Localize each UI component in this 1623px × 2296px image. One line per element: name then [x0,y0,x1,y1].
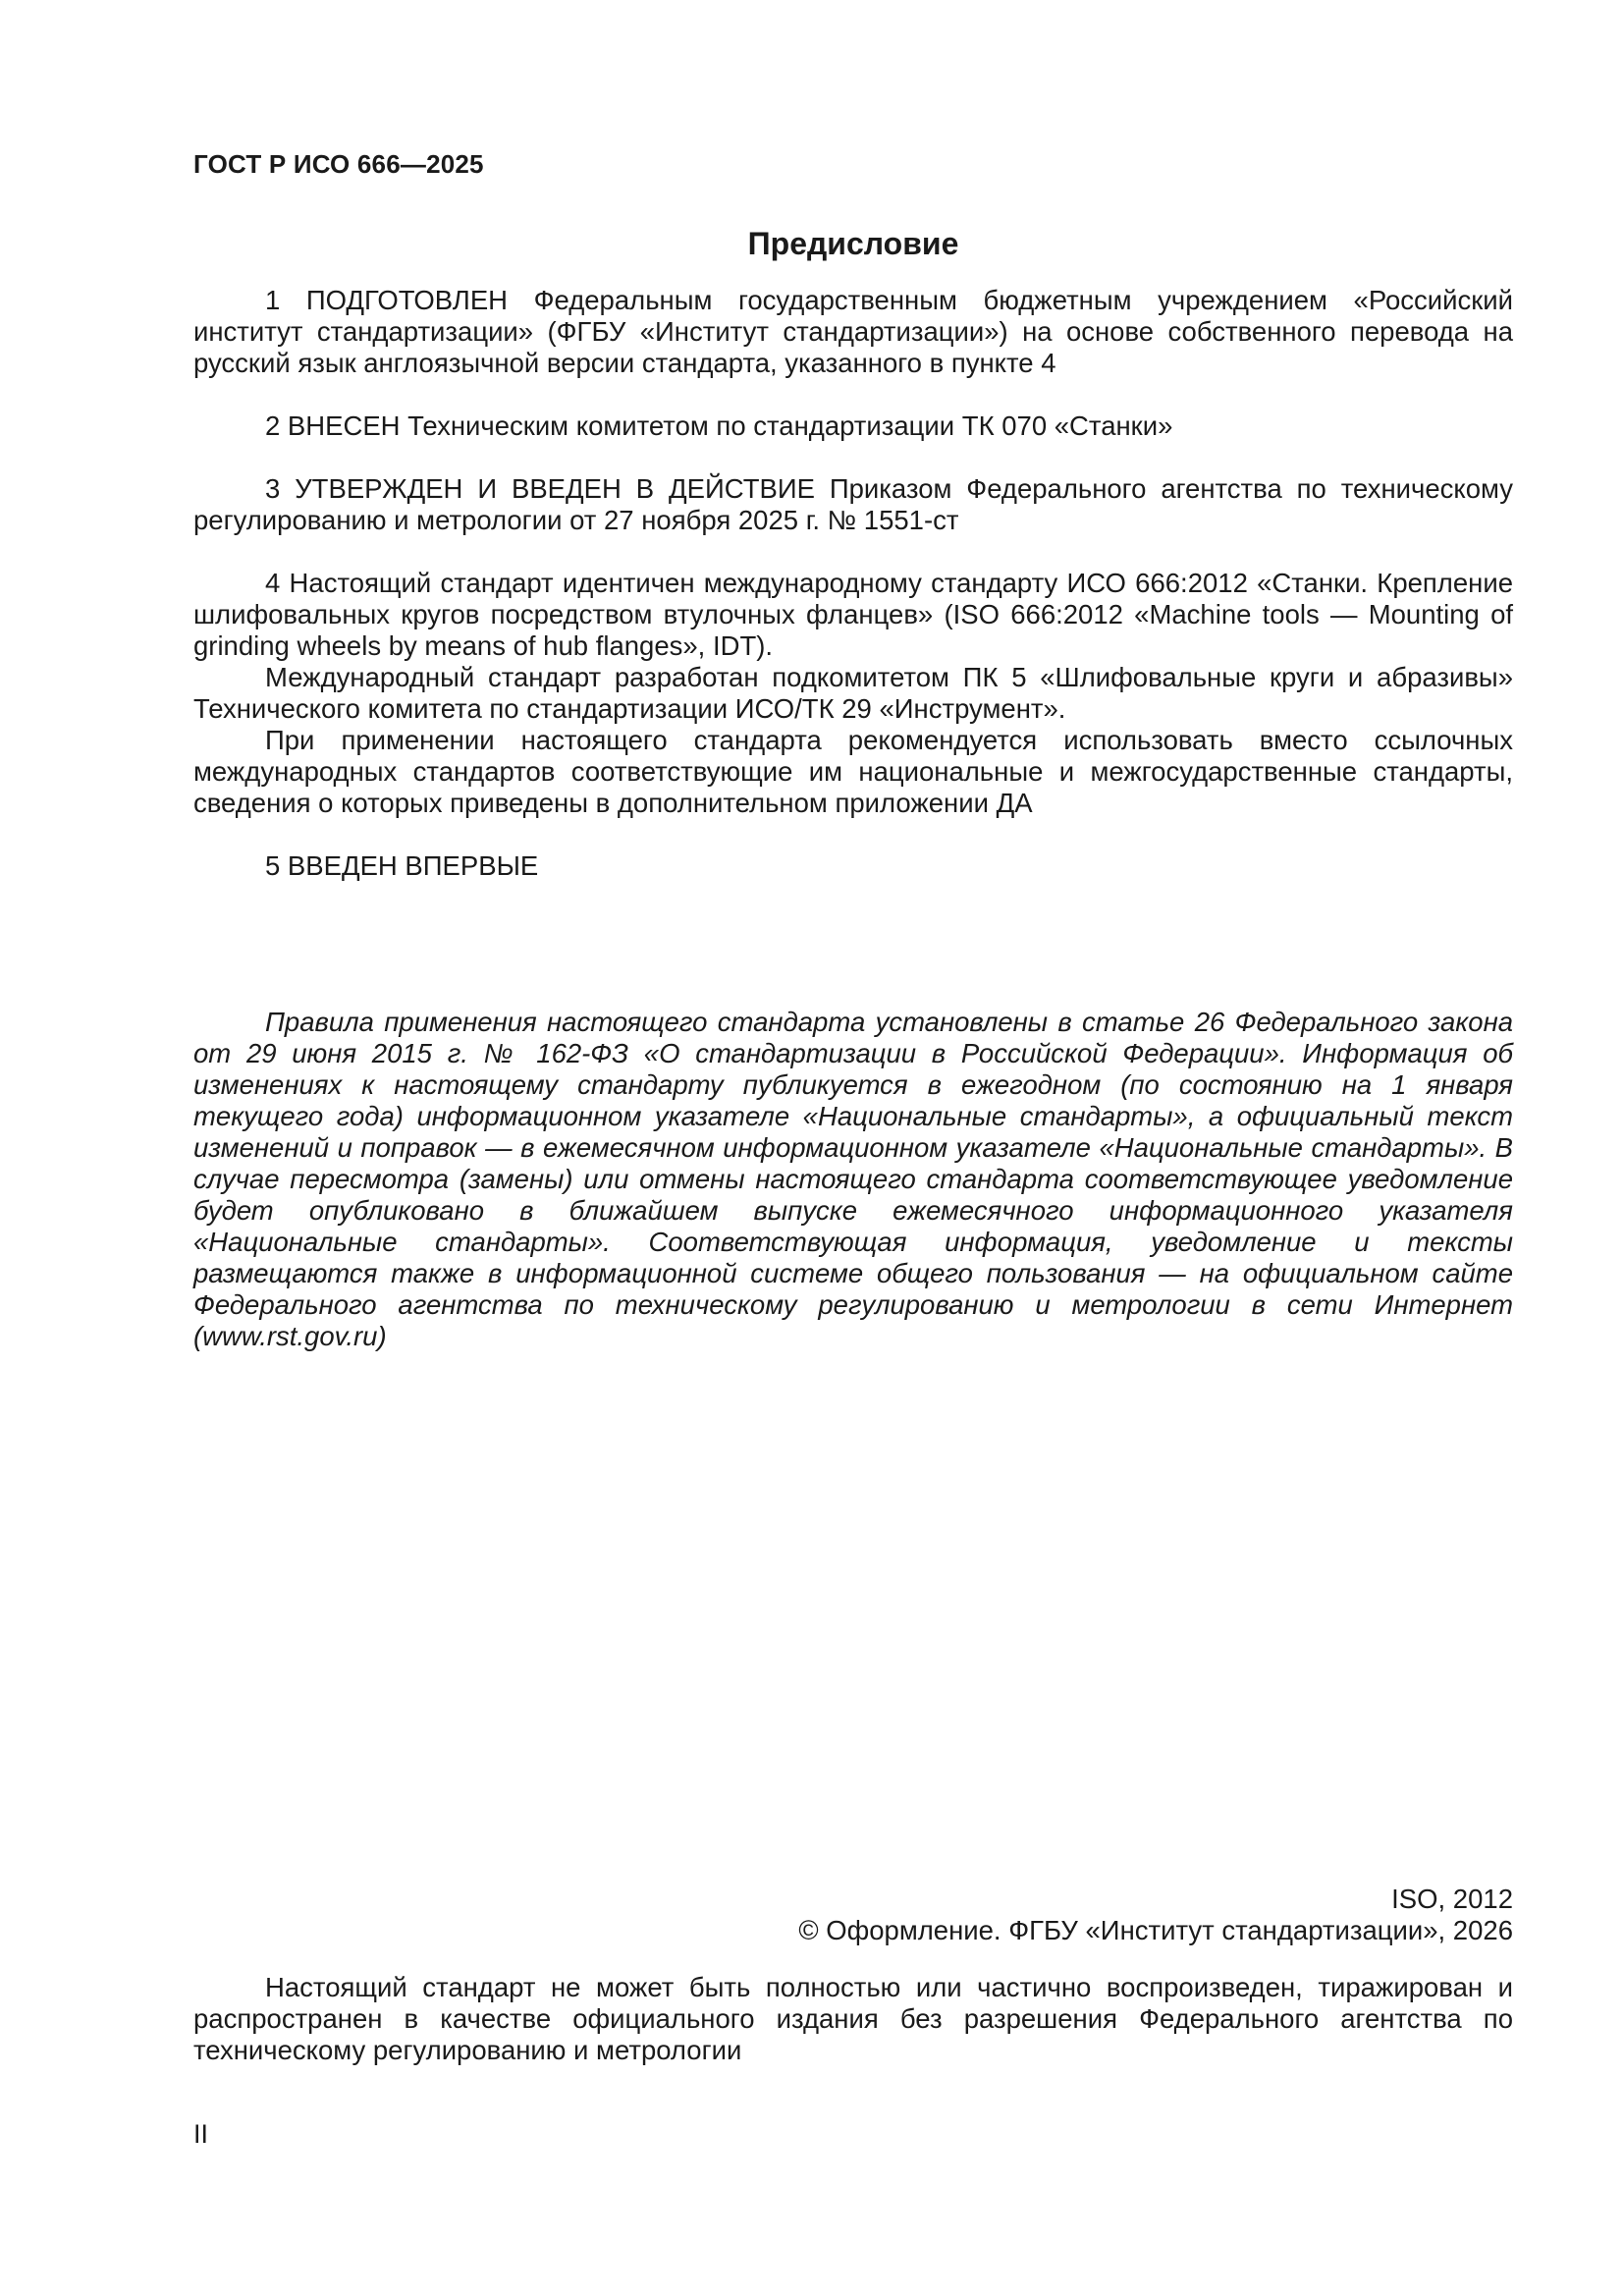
foreword-item-2: 2 ВНЕСЕН Техническим комитетом по стандартизации ТК 070 «Станки» [265,410,1173,441]
copyright-block [193,1884,1513,1946]
foreword-item-4 [193,568,1513,819]
foreword-item-3: 3 УТВЕРЖДЕН И ВВЕДЕН В ДЕЙСТВИЕ Приказом Федерального агентства по техническому регулированию и метрологии от 27 ноября 2025 г. № 1551-ст [193,473,1513,535]
reproduction-restriction-text: Настоящий стандарт не может быть полностью или частично воспроизведен, тиражирован и распространен в качестве официального издания без разрешения Федерального агентства по техническому регулированию и метрологии [193,1972,1513,2065]
foreword-item-1: 1 ПОДГОТОВЛЕН Федеральным государственным бюджетным учреждением «Российский институт стандартизации» (ФГБУ «Институт стандартизации») на основе собственного перевода на русский язык англоязычной версии стандарта, указанного в пункте 4 [193,285,1513,378]
page-number: II [193,2119,209,2149]
iso-copyright: ISO, 2012 [1391,1884,1513,1914]
legal-notice-text: Правила применения настоящего стандарта установлены в статье 26 Федерального закона от 29 июня 2015 г. № 162-ФЗ «О стандартизации в Российской Федерации». Информация об изменениях к настоящему стандарту публикуется в ежегодном (по состоянию на 1 января текущего года) информационном указателе «Национальные стандарты», а официальный текст изменений и поправок — в ежемесячном информационном указателе «Национальные стандарты». В случае пересмотра (замены) или отмены настоящего стандарта соответствующее уведомление будет опубликовано в ближайшем выпуске ежемесячного информационного указателя «Национальные стандарты». Соответствующая информация, уведомление и тексты размещаются также в информационной системе общего пользования — на официальном сайте Федерального агентства по техническому регулированию и метрологии в сети Интернет (www.rst.gov.ru) [193,1007,1513,1351]
page-title: Предисловие [747,226,959,261]
foreword-section [193,285,1513,882]
design-copyright: © Оформление. ФГБУ «Институт стандартизации», 2026 [798,1915,1513,1945]
legal-notice [193,1007,1513,1352]
document-designation: ГОСТ Р ИСО 666—2025 [193,149,484,179]
foreword-item-4-recommendation: При применении настоящего стандарта рекомендуется использовать вместо ссылочных международных стандартов соответствующие им национальные и межгосударственные стандарты, сведения о которых приведены в дополнительном приложении ДА [193,725,1513,818]
foreword-item-4-developer: Международный стандарт разработан подкомитетом ПК 5 «Шлифовальные круги и абразивы» Технического комитета по стандартизации ИСО/ТК 29 «Инструмент». [193,662,1513,724]
foreword-item-4-text: 4 Настоящий стандарт идентичен международному стандарту ИСО 666:2012 «Станки. Крепление шлифовальных кругов посредством втулочных фланцев» (ISO 666:2012 «Machine tools — Mounting of grinding wheels by means of hub flanges», IDT). [193,568,1513,661]
reproduction-restriction [193,1972,1513,2066]
foreword-item-5: 5 ВВЕДЕН ВПЕРВЫЕ [265,850,539,881]
